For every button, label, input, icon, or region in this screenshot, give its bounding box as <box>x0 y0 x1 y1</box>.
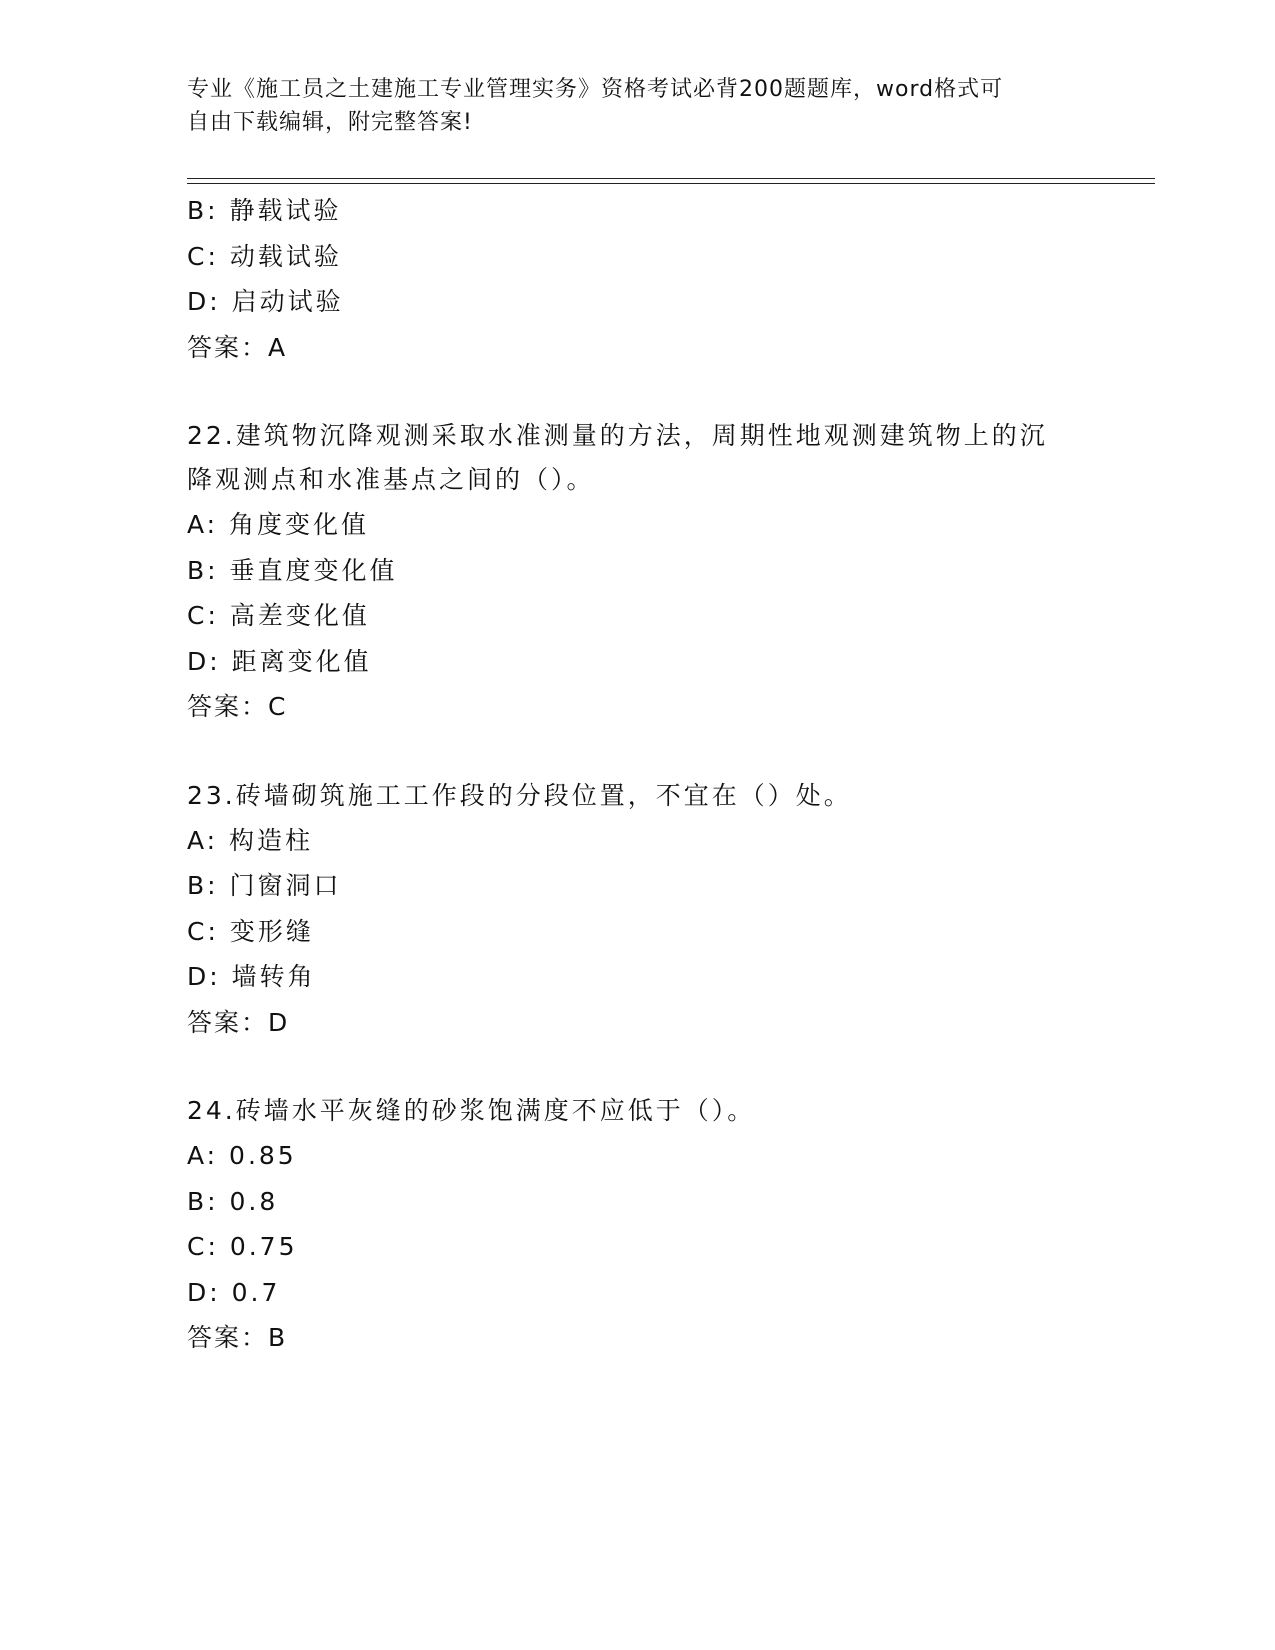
option-b: B: 门窗洞口 <box>187 871 342 900</box>
question-stem-line-2: 降观测点和水准基点之间的（）。 <box>187 465 595 494</box>
option-b: B: 垂直度变化值 <box>187 555 398 585</box>
question-stem-line-1: 24.砖墙水平灰缝的砂浆饱满度不应低于（）。 <box>187 1096 756 1125</box>
answer-line: 答案：C <box>187 692 288 721</box>
question-block-24 <box>187 1089 1087 1361</box>
header-line-1: 专业《施工员之土建施工专业管理实务》资格考试必背200题题库，word格式可 <box>187 77 1004 102</box>
option-c: C: 高差变化值 <box>187 601 370 630</box>
answer-line: 答案：B <box>187 1323 288 1352</box>
option-c: C: 变形缝 <box>187 916 314 946</box>
option-d: D: 启动试验 <box>187 287 344 316</box>
answer-line: 答案：D <box>187 1007 290 1037</box>
option-a: A: 构造柱 <box>187 825 314 855</box>
option-b: B: 静载试验 <box>187 196 342 225</box>
header-divider-bottom <box>187 183 1155 184</box>
spacer <box>187 370 1087 414</box>
option-d: D: 0.7 <box>187 1277 281 1307</box>
question-content <box>187 188 1087 1361</box>
option-a: A: 0.85 <box>187 1141 297 1170</box>
spacer <box>187 1045 1087 1089</box>
question-stem <box>187 414 1077 502</box>
option-d: D: 距离变化值 <box>187 646 372 676</box>
question-stem-line-1: 22.建筑物沉降观测采取水准测量的方法，周期性地观测建筑物上的沉 <box>187 421 1048 450</box>
option-c: C: 0.75 <box>187 1232 298 1261</box>
document-header <box>187 73 1067 139</box>
question-stem-line-1: 23.砖墙砌筑施工工作段的分段位置，不宜在（）处。 <box>187 780 852 810</box>
question-block-22 <box>187 414 1087 730</box>
question-block-21 <box>187 188 1087 370</box>
answer-line: 答案：A <box>187 332 288 362</box>
header-line-2: 自由下载编辑，附完整答案! <box>187 110 473 135</box>
spacer <box>187 730 1087 774</box>
question-block-23 <box>187 774 1087 1046</box>
question-stem <box>187 774 1077 818</box>
option-d: D: 墙转角 <box>187 962 316 991</box>
question-stem <box>187 1089 1077 1133</box>
header-divider-top <box>187 178 1155 179</box>
option-b: B: 0.8 <box>187 1186 279 1216</box>
option-a: A: 角度变化值 <box>187 510 370 539</box>
option-c: C: 动载试验 <box>187 241 342 271</box>
